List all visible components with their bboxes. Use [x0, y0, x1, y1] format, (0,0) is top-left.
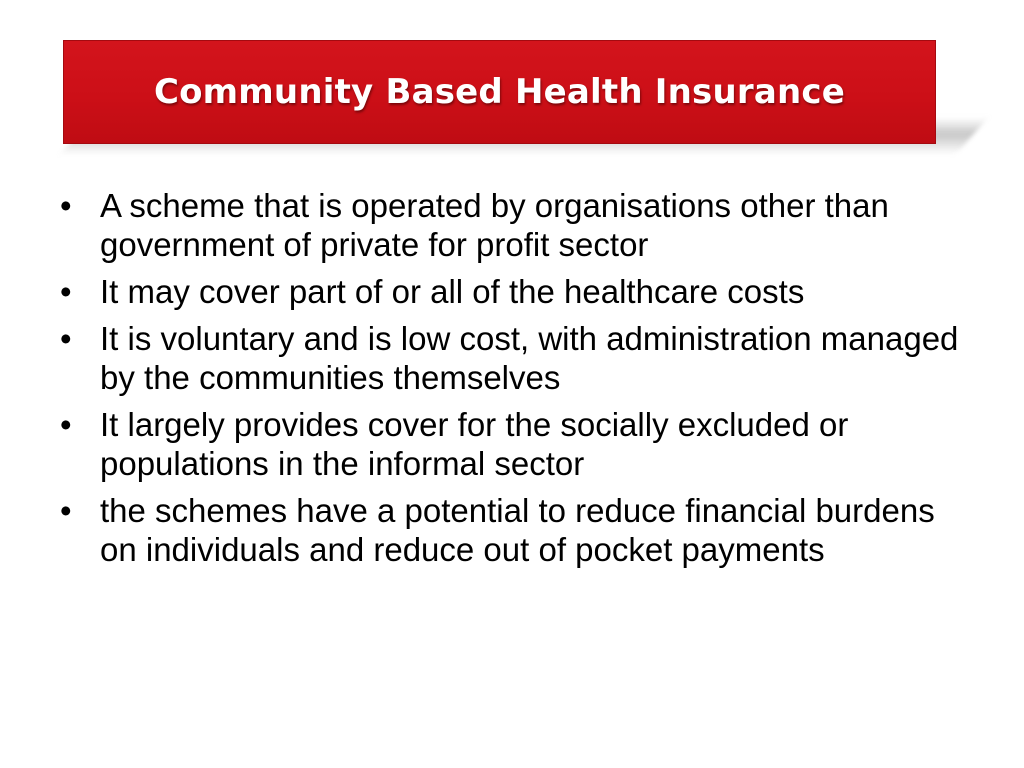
- bullet-item: [58, 319, 978, 397]
- bullet-icon: •: [60, 320, 72, 357]
- slide-title: Community Based Health Insurance: [153, 72, 846, 112]
- bullet-text: A scheme that is operated by organisations other than government of private for profit sector: [100, 187, 889, 263]
- bullet-icon: •: [60, 406, 72, 443]
- bullet-icon: •: [60, 492, 72, 529]
- bullet-list: [58, 186, 978, 577]
- bullet-text: It is voluntary and is low cost, with administration managed by the communities themselves: [100, 320, 959, 396]
- bullet-text: the schemes have a potential to reduce financial burdens on individuals and reduce out of pocket payments: [100, 492, 935, 568]
- bullet-icon: •: [60, 187, 72, 224]
- bullet-item: [58, 491, 978, 569]
- bullet-item: [58, 272, 978, 311]
- bullet-icon: •: [60, 273, 72, 310]
- bullet-item: [58, 405, 978, 483]
- bullet-item: [58, 186, 978, 264]
- bullet-text: It may cover part of or all of the healthcare costs: [100, 273, 805, 310]
- title-banner: [63, 40, 936, 144]
- bullet-text: It largely provides cover for the socially excluded or populations in the informal sector: [100, 406, 849, 482]
